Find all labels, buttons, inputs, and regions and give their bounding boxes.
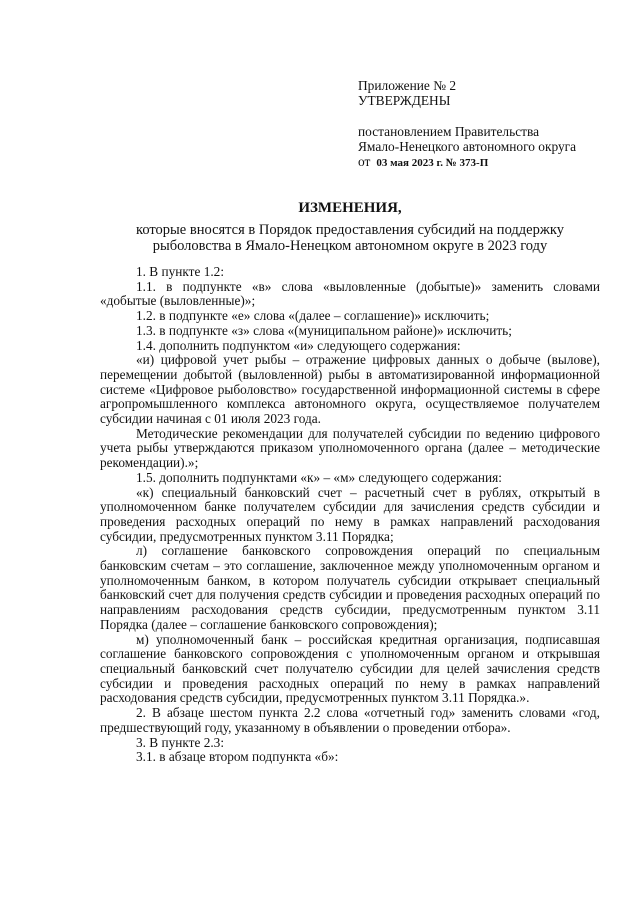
approved-label: УТВЕРЖДЕНЫ [358, 93, 451, 108]
date-prefix: от [358, 154, 371, 169]
paragraph: м) уполномоченный банк – российская кредитная организация, подписавшая соглашение банковского сопровождения с уполномоченным органом и открывшая специальный банковский счет получателю субсидии для целей зачисления средств субсидии и проведения расходных операций по нему в рамках направлений расходования средств субсидии, предусмотренных пунктом 3.11 Порядка.». [100, 631, 600, 706]
approval-block [358, 78, 628, 171]
paragraph: 1.3. в подпункте «з» слова «(муниципальном районе)» исключить; [136, 322, 512, 338]
decree-line-1: постановлением Правительства [358, 124, 540, 139]
paragraph: 3.1. в абзаце втором подпункта «б»: [136, 749, 339, 765]
spacer [358, 108, 628, 124]
paragraph: «к) специальный банковский счет – расчетный счет в рублях, открытый в уполномоченном банке получателем субсидии для зачисления средств субсидии и проведения расходных операций по нему в рамках направлений расходования субсидии, предусмотренных пунктом 3.11 Порядка; [100, 484, 600, 544]
appendix-label: Приложение № 2 [358, 78, 457, 93]
decree-line-2: Ямало-Ненецкого автономного округа [358, 139, 577, 154]
paragraph: 3. В пункте 2.3: [136, 734, 225, 750]
paragraph: л) соглашение банковского сопровождения операций по специальным банковским счетам – это соглашение, заключенное между уполномоченным органом и уполномоченным банком, в котором получатель субсидии открывает специальный банковский счет для получения средств субсидии и проведения расходных операций по направлениям расходования средств субсидии, предусмотренным пунктом 3.11 Порядка (далее – соглашение банковского сопровождения); [100, 543, 600, 632]
paragraph: 1.2. в подпункте «е» слова «(далее – соглашение)» исключить; [136, 308, 490, 324]
decree-date-number: 03 мая 2023 г. № 373-П [376, 157, 489, 169]
paragraph: «и) цифровой учет рыбы – отражение цифровых данных о добыче (вылове), перемещении добытой (выловленной) рыбы в автоматизированной информационной системе «Цифровое рыболовство» государственной информационной системы в сфере агропромышленного комплекса автономного округа, осуществляемое получателем субсидии начиная с 01 июля 2023 года. [100, 352, 600, 427]
document-title [100, 200, 600, 254]
paragraph: 2. В абзаце шестом пункта 2.2 слова «отчетный год» заменить словами «год, предшествующий году, указанному в объявлении о проведении отбора». [100, 705, 600, 735]
paragraph: 1.5. дополнить подпунктами «к» – «м» следующего содержания: [136, 469, 502, 485]
decree-date-line [358, 154, 628, 171]
title-subtitle-line-2: рыболовства в Ямало-Ненецком автономном округе в 2023 году [152, 238, 548, 254]
paragraph: 1.1. в подпункте «в» слова «выловленные (добытые)» заменить словами «добытые (выловленные)»; [100, 278, 600, 309]
title-subtitle-line-1: которые вносятся в Порядок предоставления субсидий на поддержку [136, 222, 564, 238]
document-body [100, 265, 600, 765]
title-heading: ИЗМЕНЕНИЯ, [298, 200, 402, 216]
paragraph: 1.4. дополнить подпунктом «и» следующего содержания: [136, 337, 461, 353]
paragraph: 1. В пункте 1.2: [136, 264, 225, 279]
paragraph: Методические рекомендации для получателей субсидии по ведению цифрового учета рыбы утверждаются приказом уполномоченного органа (далее – методические рекомендации).»; [100, 425, 600, 471]
